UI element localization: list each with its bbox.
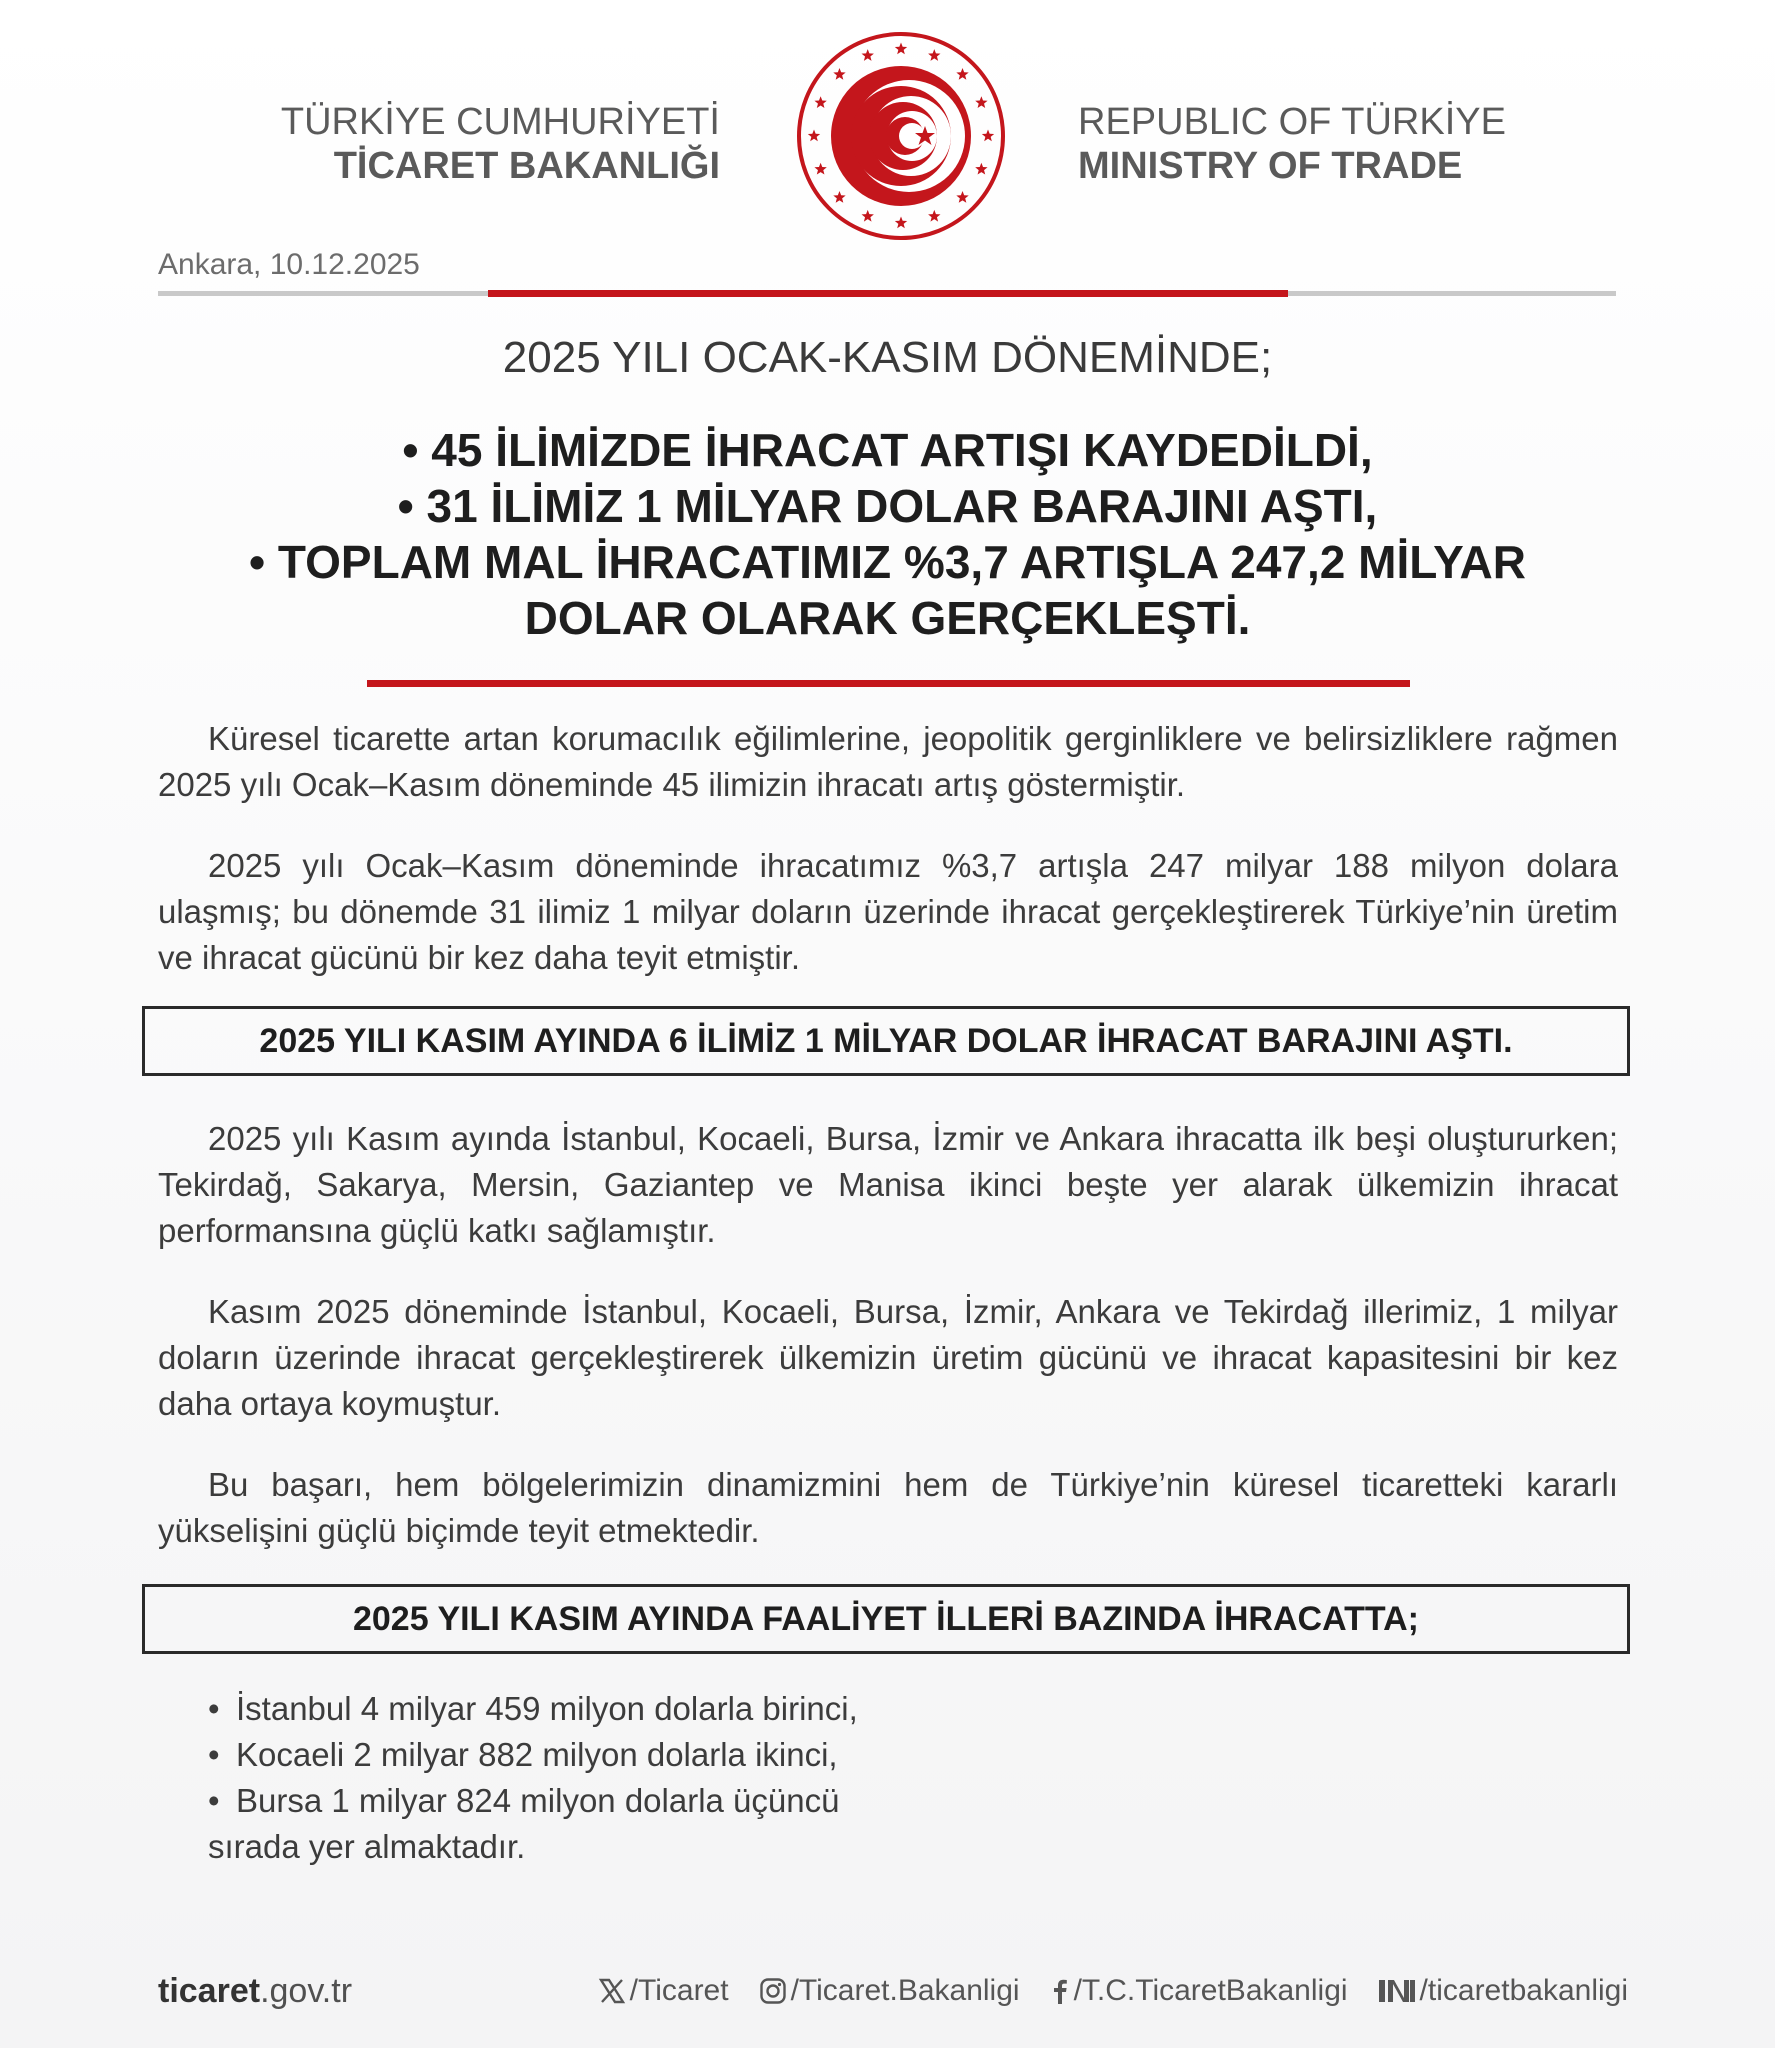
headline-line: • 31 İLİMİZ 1 MİLYAR DOLAR BARAJINI AŞTI,	[397, 480, 1378, 532]
headline-line: • TOPLAM MAL İHRACATIMIZ %3,7 ARTIŞLA 247,2 MİLYAR	[248, 536, 1527, 588]
ministry-name-tr-line2: TİCARET BAKANLIĞI	[333, 145, 720, 187]
emblem-star	[814, 163, 826, 175]
list-item: • Bursa 1 milyar 824 milyon dolarla üçüncü	[208, 1778, 858, 1824]
social-links	[598, 1974, 1628, 2008]
website-domain-bold: ticaret	[158, 1972, 261, 2010]
ministry-name-tr-line1: TÜRKİYE CUMHURİYETİ	[280, 101, 720, 143]
emblem-star	[814, 96, 826, 108]
paragraph: Küresel ticarette artan korumacılık eğilimlerine, jeopolitik gerginliklere ve belirsizliklere rağmen 2025 yılı Ocak–Kasım döneminde 45 ilimizin ihracatı artış göstermiştir.	[158, 720, 1618, 803]
emblem-star	[833, 191, 845, 203]
ministry-emblem-logo	[795, 30, 1007, 242]
list-closing-text: sırada yer almaktadır.	[208, 1828, 526, 1865]
social-link-label: /ticaretbakanligi	[1419, 1974, 1628, 2007]
social-link-label: /Ticaret	[629, 1974, 729, 2007]
paragraph: 2025 yılı Ocak–Kasım döneminde ihracatımız %3,7 artışla 247 milyar 188 milyon dolara ulaşmış; bu dönemde 31 ilimiz 1 milyar doların üzerinde ihracat gerçekleştirerek Türkiye’nin üretim ve ihracat gücünü bir kez daha teyit etmiştir.	[158, 847, 1618, 976]
x-icon	[598, 1977, 626, 2005]
website-domain-rest: .gov.tr	[260, 1972, 353, 2010]
social-link-facebook[interactable]	[1050, 1974, 1348, 2008]
social-link-label: /Ticaret.Bakanligi	[790, 1974, 1020, 2007]
list-item: • Kocaeli 2 milyar 882 milyon dolarla ikinci,	[208, 1732, 858, 1778]
ministry-name-en	[1078, 100, 1558, 188]
nsosyal-icon	[1378, 1978, 1416, 2004]
emblem-star	[956, 191, 968, 203]
paragraph: 2025 yılı Kasım ayında İstanbul, Kocaeli, Bursa, İzmir ve Ankara ihracatta ilk beşi oluştururken; Tekirdağ, Sakarya, Mersin, Gaziantep ve Manisa ikinci beşte yer alarak ülkemizin ihracat performansına güçlü katkı sağlamıştır.	[158, 1120, 1618, 1249]
emblem-star	[862, 210, 874, 222]
paragraph: Bu başarı, hem bölgelerimizin dinamizmini hem de Türkiye’nin küresel ticaretteki kararlı yükselişini güçlü biçimde teyit etmektedir.	[158, 1466, 1618, 1549]
emblem-star	[928, 210, 940, 222]
emblem-star	[895, 43, 907, 55]
ranking-list	[208, 1686, 858, 1870]
emblem-star	[928, 49, 940, 61]
emblem-star	[833, 68, 845, 80]
social-link-label: /T.C.TicaretBakanligi	[1073, 1974, 1348, 2007]
emblem-star	[975, 96, 987, 108]
headline-line: • 45 İLİMİZDE İHRACAT ARTIŞI KAYDEDİLDİ,	[402, 424, 1373, 476]
emblem-star	[982, 130, 994, 142]
emblem-star	[956, 68, 968, 80]
paragraph: Kasım 2025 döneminde İstanbul, Kocaeli, Bursa, İzmir, Ankara ve Tekirdağ illerimiz, 1 milyar doların üzerinde ihracat gerçekleştirerek ülkemizin üretim gücünü ve ihracat kapasitesini bir kez daha ortaya koymuştur.	[158, 1293, 1618, 1422]
ministry-name-en-line2: MINISTRY OF TRADE	[1078, 145, 1463, 187]
emblem-star	[862, 49, 874, 61]
ministry-name-en-line1: REPUBLIC OF TÜRKİYE	[1078, 101, 1506, 143]
footer	[158, 1970, 1628, 2020]
release-date: Ankara, 10.12.2025	[158, 248, 420, 281]
instagram-icon	[759, 1977, 787, 2005]
section-box-heading: 2025 YILI KASIM AYINDA FAALİYET İLLERİ BAZINDA İHRACATTA;	[142, 1584, 1630, 1654]
section-box-heading: 2025 YILI KASIM AYINDA 6 İLİMİZ 1 MİLYAR DOLAR İHRACAT BARAJINI AŞTI.	[142, 1006, 1630, 1076]
emblem-star	[808, 130, 820, 142]
headline	[150, 422, 1625, 646]
social-link-x[interactable]	[598, 1974, 729, 2008]
subheading: 2025 YILI OCAK-KASIM DÖNEMİNDE;	[502, 333, 1273, 382]
headline-divider	[367, 680, 1410, 687]
website-link[interactable]	[158, 1972, 352, 2011]
emblem-star	[895, 217, 907, 229]
ministry-name-tr	[250, 100, 720, 188]
list-item: • İstanbul 4 milyar 459 milyon dolarla birinci,	[208, 1686, 858, 1732]
social-link-nsosyal[interactable]	[1378, 1974, 1628, 2008]
social-link-instagram[interactable]	[759, 1974, 1020, 2008]
headline-line: DOLAR OLARAK GERÇEKLEŞTİ.	[524, 592, 1251, 644]
emblem-star	[975, 163, 987, 175]
facebook-icon	[1050, 1977, 1070, 2005]
header-divider-accent	[488, 290, 1288, 297]
